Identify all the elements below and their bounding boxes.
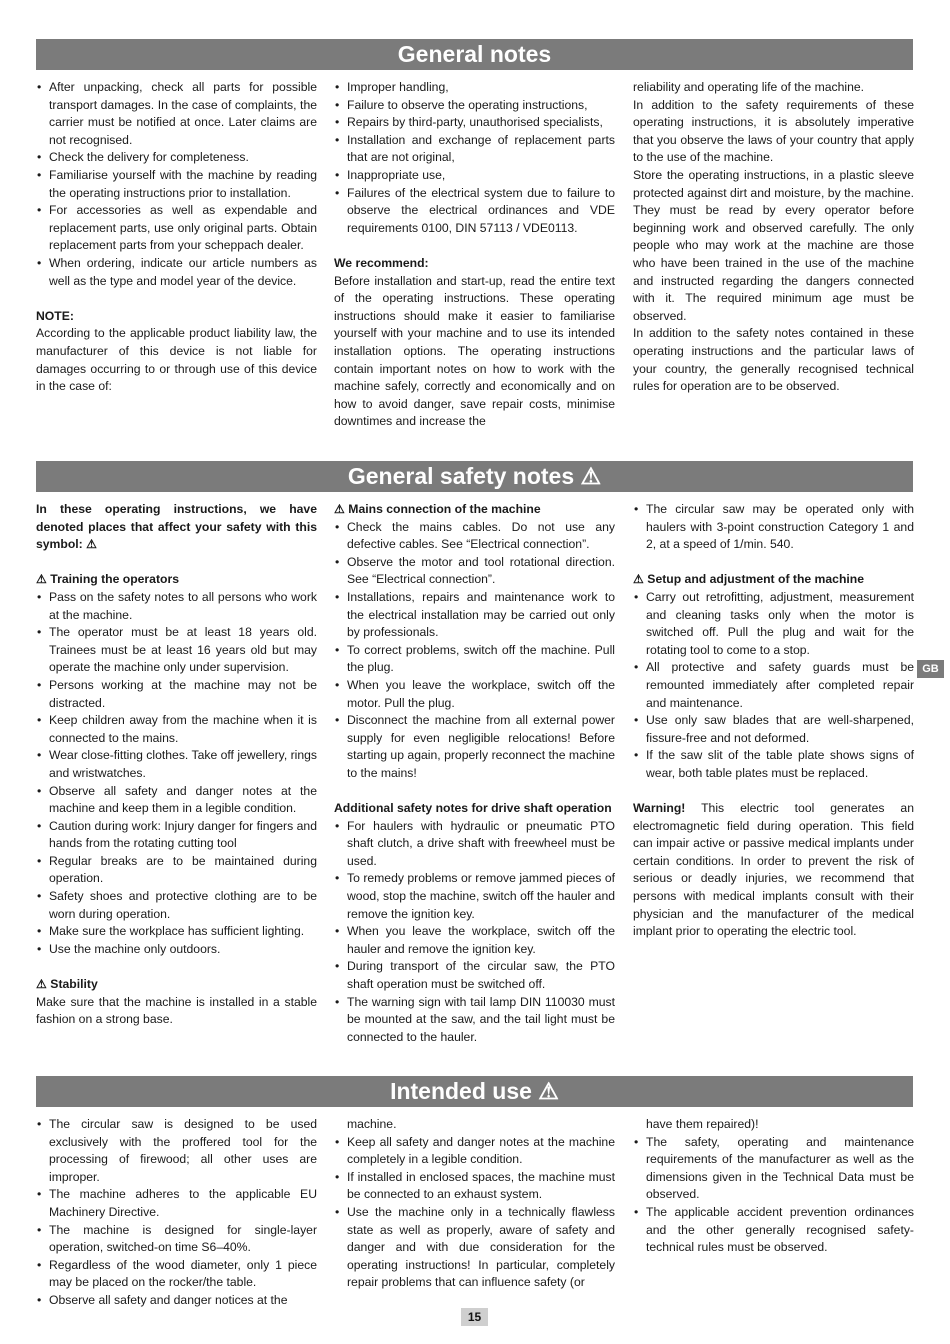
intended-use-col-2 [334, 1116, 615, 1292]
list-item: • Use the machine only in a technically flawless state as well as properly, aware of safety and danger and with due consideration for the operating instructions! In particular, completely repair problems that can influence safety (or [334, 1204, 615, 1292]
list-item: • Persons working at the machine may not be distracted. [36, 677, 317, 712]
list-item: • Carry out retrofitting, adjustment, measurement and cleaning tasks only when the motor is switched off. Pull the plug and wait for the rotating tool to come to a stop. [633, 589, 914, 659]
list-item: • Check the mains cables. Do not use any defective cables. See “Electrical connection”. [334, 519, 615, 554]
list-item: • During transport of the circular saw, the PTO shaft operation must be switched off. [334, 958, 615, 993]
general-notes-col-3 [633, 79, 914, 396]
list-item: • The safety, operating and maintenance requirements of the manufacturer as well as the dimensions given in the Technical Data must be observed. [633, 1134, 914, 1204]
safety-notes-col-3 [633, 501, 914, 941]
warning-text: This electric tool generates an electromagnetic field during operation. This field can impair active or passive medical implants under certain conditions. In order to prevent the risk of serious or deadly injuries, we recommend that persons with medical implants consult with their physician and the manufacturer of the medical implant prior to operating the electric tool. [633, 801, 914, 939]
section-title-general-notes: General notes [36, 39, 913, 70]
list-item: • The circular saw is designed to be used exclusively with the proffered tool for the processing of firewood; all other uses are improper. [36, 1116, 317, 1186]
list-item: • Use the machine only outdoors. [36, 941, 317, 959]
list-item: • Regardless of the wood diameter, only 1 piece may be placed on the rocker/the table. [36, 1257, 317, 1292]
list-item: • The circular saw may be operated only with haulers with 3-point construction Category 1 and 2, at a speed of 1/min. 540. [633, 501, 914, 554]
list-item: • For haulers with hydraulic or pneumatic PTO shaft clutch, a drive shaft with freewheel must be used. [334, 818, 615, 871]
section-title-intended-use: Intended use ⚠ [36, 1076, 913, 1107]
warning-label: Warning! [633, 801, 686, 816]
safety-notes-col-2 [334, 501, 615, 1046]
list-item: • When ordering, indicate our article numbers as well as the type and model year of the device. [36, 255, 317, 290]
paragraph: In addition to the safety requirements of these operating instructions, it is absolutely imperative that you observe the laws of your country that apply to the use of the machine. [633, 97, 914, 165]
general-notes-col-2 [334, 79, 615, 431]
intended-use-col-3 [633, 1116, 914, 1257]
list-item: • All protective and safety guards must be remounted immediately after completed repair and maintenance. [633, 659, 914, 712]
list-item: • To remedy problems or remove jammed pieces of wood, stop the machine, switch off the hauler and remove the ignition key. [334, 870, 615, 923]
list-item: • Keep all safety and danger notes at the machine completely in a legible condition. [334, 1134, 615, 1169]
list-item: • Observe the motor and tool rotational direction. See “Electrical connection”. [334, 554, 615, 589]
list-item: • The warning sign with tail lamp DIN 110030 must be mounted at the saw, and the tail light must be connected to the hauler. [334, 994, 615, 1047]
list-item: • Failures of the electrical system due to failure to observe the electrical ordinances and VDE requirements 0100, DIN 57113 / VDE0113. [334, 185, 615, 238]
list-item: • Make sure the workplace has sufficient lighting. [36, 923, 317, 941]
list-item: • The machine is designed for single-layer operation, switched-on time S6–40%. [36, 1222, 317, 1257]
list-item: • Inappropriate use, [334, 167, 615, 185]
list-item: • The machine adheres to the applicable EU Machinery Directive. [36, 1186, 317, 1221]
warning-paragraph [633, 800, 914, 941]
list-item: • Repairs by third-party, unauthorised specialists, [334, 114, 615, 132]
note-text: According to the applicable product liability law, the manufacturer of this device is not liable for damages occurring to or through use of this device in the case of: [36, 326, 317, 394]
list-item: • Installations, repairs and maintenance work to the electrical installation may be carried out only by professionals. [334, 589, 615, 642]
setup-heading: ⚠ Setup and adjustment of the machine [633, 572, 865, 587]
list-item: • Familiarise yourself with the machine by reading the operating instructions prior to installation. [36, 167, 317, 202]
list-item: • After unpacking, check all parts for possible transport damages. In the case of complaints, the carrier must be notified at once. Later claims are not recognised. [36, 79, 317, 149]
list-item: • Safety shoes and protective clothing are to be worn during operation. [36, 888, 317, 923]
list-item: • Observe all safety and danger notes at the machine and keep them in a legible condition. [36, 783, 317, 818]
page-number: 15 [461, 1308, 488, 1326]
list-item: • The operator must be at least 18 years old. Trainees must be at least 16 years old but may operate the machine only under supervision. [36, 624, 317, 677]
list-item: • When you leave the workplace, switch off the hauler and remove the ignition key. [334, 923, 615, 958]
list-item: • If installed in enclosed spaces, the machine must be connected to an exhaust system. [334, 1169, 615, 1204]
list-item: • Improper handling, [334, 79, 615, 97]
list-item: • For accessories as well as expendable and replacement parts, use only original parts. Obtain replacement parts from your scheppach dealer. [36, 202, 317, 255]
paragraph: Store the operating instructions, in a plastic sleeve protected against dirt and moisture, by the machine. They must be read by every operator before beginning work and observed carefully. The only people who may work at the machine are those who have been trained in the use of the machine and instructed regarding the dangers connected with it. The required minimum age must be observed. [633, 167, 914, 323]
list-item: • Caution during work: Injury danger for fingers and hands from the rotating cutting tool [36, 818, 317, 853]
paragraph: reliability and operating life of the machine. [633, 80, 865, 94]
recommend-heading: We recommend: [334, 255, 429, 270]
list-item: • To correct problems, switch off the machine. Pull the plug. [334, 642, 615, 677]
recommend-text: Before installation and start-up, read the entire text of the operating instructions. These operating instructions should make it easier to familiarise yourself with your machine and to use its intended installation options. The operating instructions contain important notes on how to work with the machine safely, correctly and economically and on how to avoid danger, save repair costs, minimise downtimes and increase the [334, 273, 615, 429]
intended-use-col-1 [36, 1116, 317, 1310]
list-item: • Regular breaks are to be maintained during operation. [36, 853, 317, 888]
safety-notes-col-1 [36, 501, 317, 1029]
list-item-continued: have them repaired)! [646, 1117, 759, 1131]
section-title-general-safety-notes: General safety notes ⚠ [36, 461, 913, 492]
list-item: • Disconnect the machine from all external power supply for even negligible relocations! Before starting up again, properly reconnect the machine to the mains! [334, 712, 615, 782]
note-heading: NOTE: [36, 308, 74, 323]
paragraph: In addition to the safety notes contained in these operating instructions and the particular laws of your country, the generally recognised technical rules for operation are to be observed. [633, 326, 914, 394]
list-item: • The applicable accident prevention ordinances and the other generally recognised safety-technical rules must be observed. [633, 1204, 914, 1257]
stability-heading: ⚠ Stability [36, 977, 98, 992]
list-item: • Keep children away from the machine when it is connected to the mains. [36, 712, 317, 747]
list-item: • Installation and exchange of replacement parts that are not original, [334, 132, 615, 167]
mains-heading: ⚠ Mains connection of the machine [334, 502, 541, 516]
drive-shaft-heading: Additional safety notes for drive shaft operation [334, 801, 612, 816]
list-item: • Check the delivery for completeness. [36, 149, 317, 167]
list-item: • When you leave the workplace, switch off the motor. Pull the plug. [334, 677, 615, 712]
list-item: • If the saw slit of the table plate shows signs of wear, both table plates must be replaced. [633, 747, 914, 782]
list-item: • Pass on the safety notes to all persons who work at the machine. [36, 589, 317, 624]
general-notes-col-1 [36, 79, 317, 396]
list-item: • Failure to observe the operating instructions, [334, 97, 615, 115]
language-tab-gb: GB [917, 660, 944, 678]
list-item: • Observe all safety and danger notices at the [36, 1292, 317, 1310]
list-item: • Wear close-fitting clothes. Take off jewellery, rings and wristwatches. [36, 747, 317, 782]
training-heading: ⚠ Training the operators [36, 572, 179, 587]
list-item: • Use only saw blades that are well-sharpened, fissure-free and not deformed. [633, 712, 914, 747]
safety-intro: In these operating instructions, we have denoted places that affect your safety with this symbol: ⚠ [36, 502, 317, 552]
list-item-continued: machine. [347, 1117, 397, 1131]
stability-text: Make sure that the machine is installed in a stable fashion on a strong base. [36, 994, 317, 1027]
